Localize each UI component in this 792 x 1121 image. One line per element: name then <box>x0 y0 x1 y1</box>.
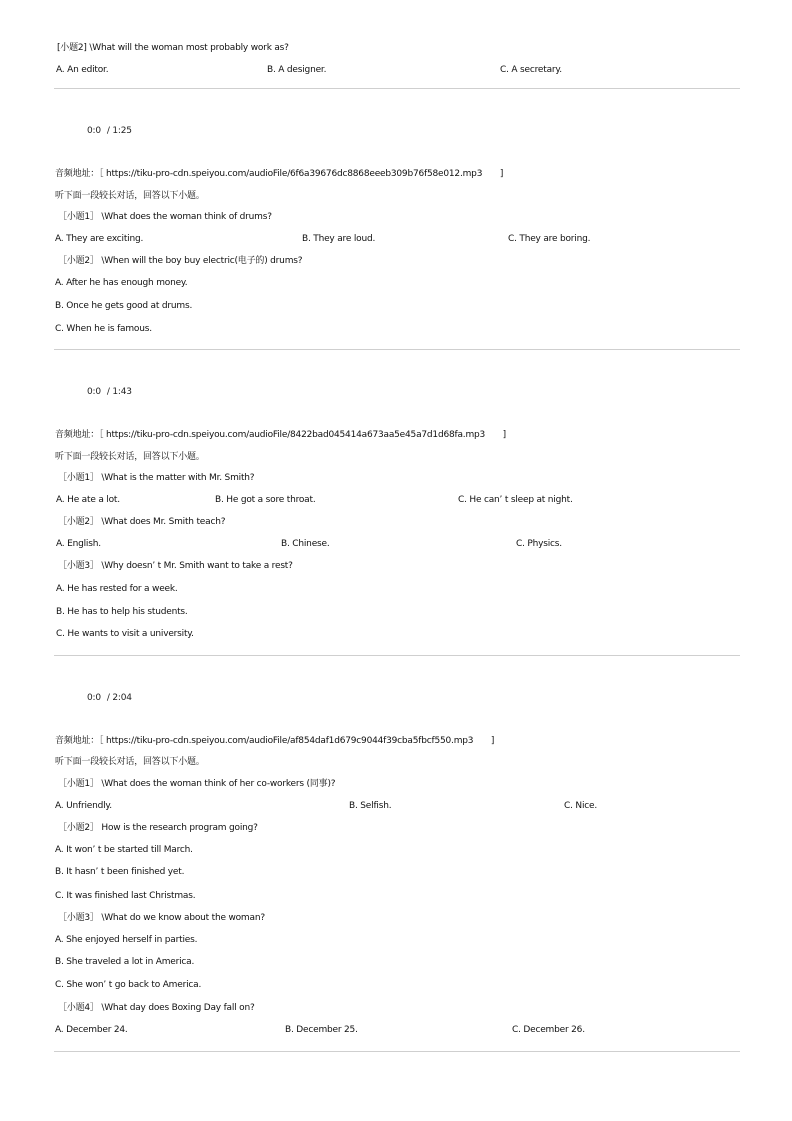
option-a[interactable]: A. He ate a lot. <box>56 495 120 505</box>
question-text: [小题2] \What will the woman most probably work as? <box>57 43 289 53</box>
option-c[interactable]: C. They are boring. <box>508 234 591 244</box>
total-time: / 1:43 <box>106 387 132 397</box>
option-a[interactable]: A. Unfriendly. <box>55 801 112 811</box>
option-c[interactable]: C. A secretary. <box>500 65 562 75</box>
option-b[interactable]: B. Once he gets good at drums. <box>55 301 193 311</box>
audio-time-display[interactable] <box>87 125 132 137</box>
option-a[interactable]: A. After he has enough money. <box>55 278 188 288</box>
question-text: ［小题3］ \What do we know about the woman? <box>58 913 265 923</box>
option-c[interactable]: C. Physics. <box>516 539 562 549</box>
option-b[interactable]: B. She traveled a lot in America. <box>55 957 195 967</box>
option-b[interactable]: B. Selfish. <box>349 801 392 811</box>
question-text: ［小题1］ \What does the woman think of her co-workers (同事)? <box>58 779 336 789</box>
option-b[interactable]: B. December 25. <box>285 1025 358 1035</box>
option-a[interactable]: A. They are exciting. <box>55 234 144 244</box>
option-a[interactable]: A. An editor. <box>56 65 109 75</box>
option-c[interactable]: C. He can’ t sleep at night. <box>458 495 573 505</box>
option-b[interactable]: B. It hasn’ t been finished yet. <box>55 867 185 877</box>
option-c[interactable]: C. Nice. <box>564 801 597 811</box>
option-c[interactable]: C. He wants to visit a university. <box>56 629 194 639</box>
question-text: ［小题1］ \What does the woman think of drums? <box>58 212 272 222</box>
option-b[interactable]: B. They are loud. <box>302 234 376 244</box>
option-a[interactable]: A. English. <box>56 539 101 549</box>
option-b[interactable]: B. A designer. <box>267 65 327 75</box>
instruction-text: 听下面一段较长对话，回答以下小题。 <box>55 191 205 201</box>
current-time: 0:0 <box>87 693 101 703</box>
total-time: / 2:04 <box>106 693 132 703</box>
option-b[interactable]: B. He has to help his students. <box>56 607 188 617</box>
current-time: 0:0 <box>87 387 101 397</box>
divider <box>54 88 740 89</box>
audio-time-display[interactable] <box>87 692 132 704</box>
audio-time-display[interactable] <box>87 386 132 398</box>
current-time: 0:0 <box>87 126 101 136</box>
divider <box>54 349 740 350</box>
option-a[interactable]: A. She enjoyed herself in parties. <box>55 935 198 945</box>
audio-url[interactable]: 音频地址：［ https://tiku-pro-cdn.speiyou.com/audioFile/6f6a39676dc8868eeeb309b76f58e012.mp3 ] <box>55 169 504 179</box>
instruction-text: 听下面一段较长对话，回答以下小题。 <box>55 452 205 462</box>
question-text: ［小题2］ \What does Mr. Smith teach? <box>58 517 226 527</box>
question-text: ［小题2］ \When will the boy buy electric(电子的) drums? <box>58 256 303 266</box>
audio-url[interactable]: 音频地址：［ https://tiku-pro-cdn.speiyou.com/audioFile/af854daf1d679c9044f39cba5fbcf550.mp3 ] <box>55 736 495 746</box>
option-c[interactable]: C. It was finished last Christmas. <box>55 891 196 901</box>
question-text: ［小题2］ How is the research program going? <box>58 823 258 833</box>
option-c[interactable]: C. December 26. <box>512 1025 585 1035</box>
audio-url[interactable]: 音频地址：［ https://tiku-pro-cdn.speiyou.com/audioFile/8422bad045414a673aa5e45a7d1d68fa.mp3 ] <box>55 430 506 440</box>
option-b[interactable]: B. He got a sore throat. <box>215 495 316 505</box>
divider <box>54 655 740 656</box>
instruction-text: 听下面一段较长对话，回答以下小题。 <box>55 757 205 767</box>
option-c[interactable]: C. When he is famous. <box>55 324 152 334</box>
option-a[interactable]: A. He has rested for a week. <box>56 584 178 594</box>
total-time: / 1:25 <box>106 126 132 136</box>
question-text: ［小题4］ \What day does Boxing Day fall on? <box>58 1003 255 1013</box>
divider <box>54 1051 740 1052</box>
option-b[interactable]: B. Chinese. <box>281 539 330 549</box>
option-a[interactable]: A. It won’ t be started till March. <box>55 845 193 855</box>
option-c[interactable]: C. She won’ t go back to America. <box>55 980 202 990</box>
question-text: ［小题3］ \Why doesn’ t Mr. Smith want to take a rest? <box>58 561 293 571</box>
question-text: ［小题1］ \What is the matter with Mr. Smith? <box>58 473 255 483</box>
option-a[interactable]: A. December 24. <box>55 1025 128 1035</box>
